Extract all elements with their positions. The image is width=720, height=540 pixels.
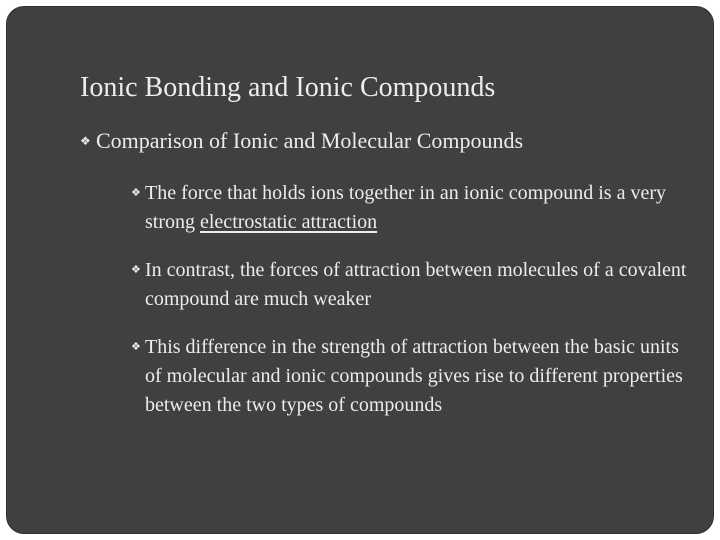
- bullet-item-2: [131, 256, 691, 314]
- diamond-bullet-icon: ❖: [131, 264, 141, 276]
- bullet-1-text: The force that holds ions together in an ionic compound is a very strong: [145, 182, 666, 233]
- subheading: [80, 127, 523, 155]
- bullet-3-text: This difference in the strength of attraction between the basic units of molecular and ionic compounds gives rise to different properties between the two types of compounds: [145, 336, 683, 416]
- diamond-bullet-icon: ❖: [131, 187, 141, 199]
- bullet-item-3: [131, 333, 691, 420]
- diamond-bullet-icon: ❖: [131, 341, 141, 353]
- subheading-text: Comparison of Ionic and Molecular Compounds: [96, 128, 524, 153]
- bullet-1-underlined-term: electrostatic attraction: [200, 211, 378, 233]
- slide-title: Ionic Bonding and Ionic Compounds: [80, 72, 496, 103]
- bullet-2-text: In contrast, the forces of attraction between molecules of a covalent compound are much weaker: [145, 259, 687, 310]
- diamond-bullet-icon: ❖: [80, 134, 91, 148]
- slide: [6, 6, 714, 534]
- bullet-item-1: [131, 179, 691, 237]
